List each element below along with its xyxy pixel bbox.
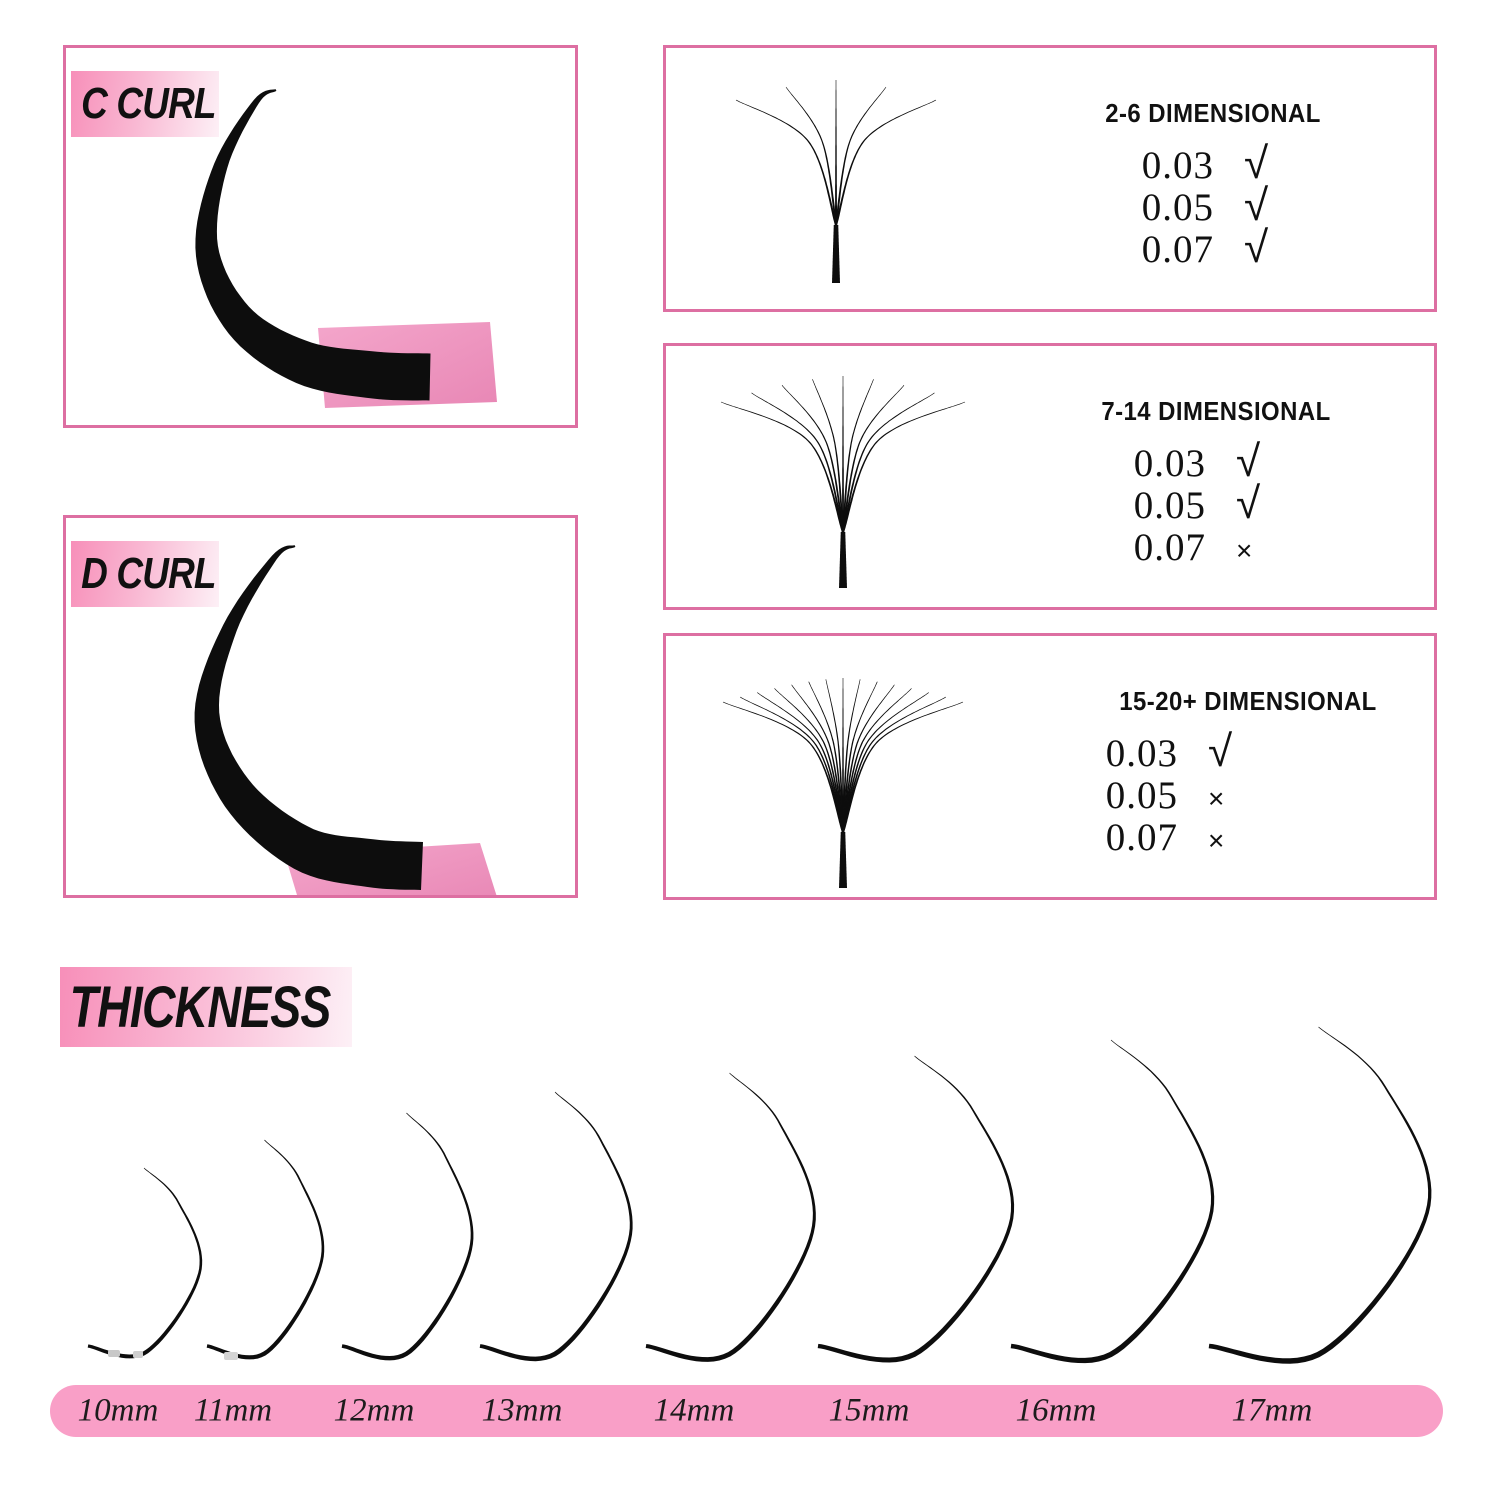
length-label-17mm: 17mm (1231, 1392, 1313, 1429)
dimensional-title: 2-6 DIMENSIONAL (1105, 98, 1321, 128)
availability-mark: × (1236, 535, 1253, 566)
d-curl-label (71, 541, 219, 607)
thickness-value: 0.03 (1141, 144, 1214, 187)
availability-row (941, 815, 1369, 857)
availability-mark: × (1208, 825, 1225, 856)
lash-fan-icon (666, 48, 1026, 309)
c-curl-label (71, 71, 219, 137)
length-label-13mm: 13mm (481, 1392, 563, 1429)
dimensional-info (1006, 346, 1434, 607)
length-label-14mm: 14mm (653, 1392, 735, 1429)
dimensional-panel-7-14 (663, 343, 1437, 610)
dimensional-panel-15-20 (663, 633, 1437, 900)
c-curl-label-text: C CURL (81, 79, 216, 128)
thickness-value: 0.03 (1133, 442, 1206, 485)
length-label-10mm: 10mm (77, 1392, 159, 1429)
length-label-16mm: 16mm (1015, 1392, 1097, 1429)
availability-mark: × (1208, 783, 1225, 814)
thickness-value: 0.07 (1133, 526, 1206, 569)
availability-row (969, 525, 1397, 567)
length-label-15mm: 15mm (828, 1392, 910, 1429)
length-scale-bar (50, 1385, 1443, 1437)
availability-row (941, 727, 1369, 776)
dimensional-title: 7-14 DIMENSIONAL (1101, 396, 1331, 426)
thickness-value: 0.07 (1141, 228, 1214, 271)
thickness-title-text: THICKNESS (69, 974, 331, 1040)
availability-row (977, 139, 1405, 188)
thickness-value: 0.05 (1133, 484, 1206, 527)
d-curl-panel (63, 515, 578, 898)
availability-mark: √ (1208, 727, 1233, 776)
thickness-value: 0.03 (1105, 732, 1178, 775)
c-curl-panel (63, 45, 578, 428)
thickness-availability-list (941, 727, 1369, 859)
availability-row (977, 223, 1405, 272)
thickness-value: 0.05 (1105, 774, 1178, 817)
thickness-value: 0.05 (1141, 186, 1214, 229)
availability-mark: √ (1244, 181, 1269, 230)
dimensional-panel-2-6 (663, 45, 1437, 312)
length-label-11mm: 11mm (193, 1392, 273, 1429)
availability-mark: √ (1244, 223, 1269, 272)
d-curl-label-text: D CURL (81, 549, 216, 598)
availability-mark: √ (1236, 479, 1261, 528)
dimensional-title: 15-20+ DIMENSIONAL (1119, 686, 1377, 716)
thickness-size-chart (0, 1015, 1500, 1385)
thickness-value: 0.07 (1105, 816, 1178, 859)
thickness-availability-list (977, 139, 1405, 272)
availability-mark: √ (1236, 437, 1261, 486)
availability-row (969, 479, 1397, 528)
availability-row (941, 773, 1369, 815)
availability-row (977, 181, 1405, 230)
availability-mark: √ (1244, 139, 1269, 188)
dimensional-info (1006, 636, 1434, 897)
availability-row (969, 437, 1397, 486)
length-label-12mm: 12mm (333, 1392, 415, 1429)
dimensional-info (1006, 48, 1434, 309)
thickness-availability-list (969, 437, 1397, 569)
